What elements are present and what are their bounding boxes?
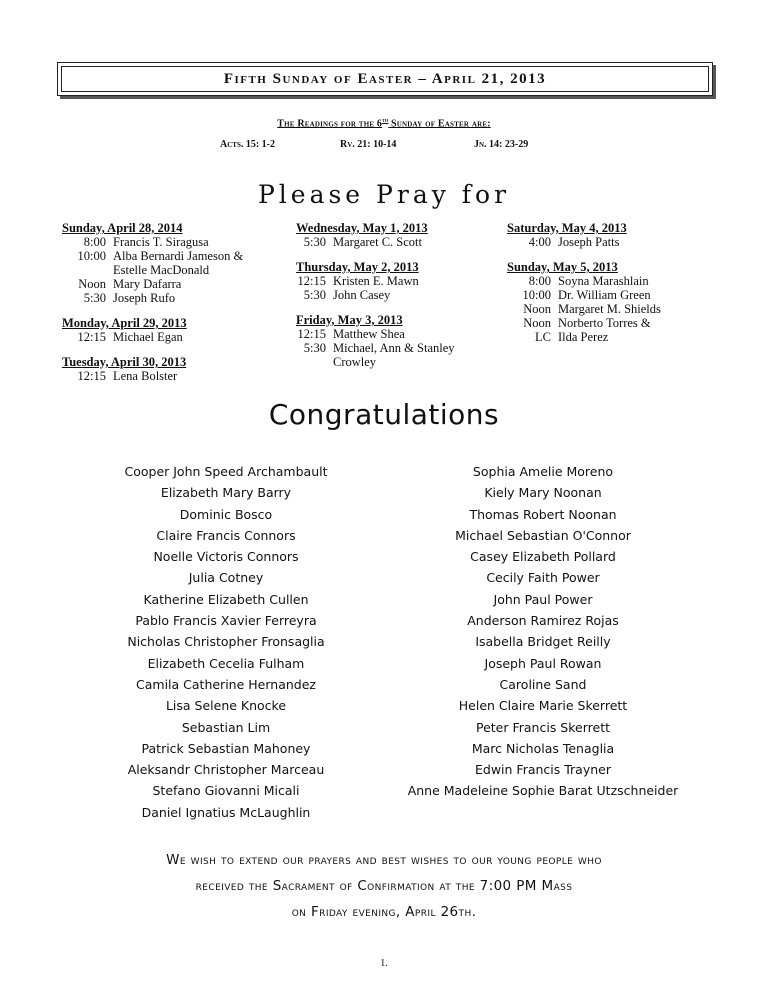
mass-day-heading: Sunday, May 5, 2013	[507, 260, 618, 274]
intention-names	[558, 316, 651, 344]
readings-heading-post: Sunday of Easter are:	[388, 118, 491, 130]
intention-names	[558, 288, 651, 302]
closing-line-3: on Friday evening, April 26th.	[291, 904, 477, 920]
confirmand-name: Michael Sebastian O'Connor	[455, 527, 631, 543]
intention-name-line: Margaret M. Shields	[558, 302, 661, 316]
mass-intention	[296, 341, 455, 369]
confirmand-name: Nicholas Christopher Fronsaglia	[127, 634, 325, 650]
closing-line-1: We wish to extend our prayers and best wishes to our young people who	[166, 852, 602, 868]
intention-names	[333, 341, 455, 369]
mass-intention	[296, 327, 455, 341]
mass-intention	[507, 288, 661, 302]
mass-day-heading: Tuesday, April 30, 2013	[62, 355, 187, 369]
intention-names	[113, 291, 175, 305]
mass-time: 5:30	[303, 235, 326, 249]
mass-day-heading: Friday, May 3, 2013	[296, 313, 403, 327]
reading-revelation: Rv. 21: 10-14	[340, 139, 397, 150]
intention-names	[558, 302, 661, 316]
intention-name-line: Ilda Perez	[558, 330, 609, 344]
mass-intention	[62, 330, 243, 344]
intention-name-line: Francis T. Siragusa	[113, 235, 209, 249]
mass-intention	[62, 235, 243, 249]
readings-heading-pre: The Readings for the 6	[277, 118, 383, 130]
confirmand-name: Cecily Faith Power	[486, 570, 600, 586]
confirmand-name: Sebastian Lim	[181, 719, 271, 735]
mass-time: 8:00	[83, 235, 106, 249]
mass-day-heading: Wednesday, May 1, 2013	[296, 221, 428, 235]
intention-name-line: Michael, Ann & Stanley	[333, 341, 455, 355]
confirmand-name: Caroline Sand	[499, 676, 587, 692]
mass-intention	[507, 302, 661, 316]
intention-name-line: Michael Egan	[113, 330, 183, 344]
confirmand-name: Elizabeth Cecelia Fulham	[147, 655, 305, 671]
intention-names	[113, 277, 181, 291]
intention-names	[113, 330, 183, 344]
intention-name-line: Soyna Marashlain	[558, 274, 649, 288]
mass-intention	[507, 274, 661, 288]
confirmand-name: Peter Francis Skerrett	[475, 719, 610, 735]
confirmand-name: Katherine Elizabeth Cullen	[143, 591, 309, 607]
reading-john: Jn. 14: 23-29	[474, 139, 529, 150]
confirmand-name: Elizabeth Mary Barry	[160, 485, 292, 501]
mass-intention	[62, 277, 243, 291]
confirmand-name: Anderson Ramirez Rojas	[467, 613, 619, 629]
confirmand-name: Sophia Amelie Moreno	[472, 464, 614, 479]
intention-names	[333, 327, 405, 341]
intention-names	[333, 288, 390, 302]
congratulations-title: Congratulations	[268, 398, 500, 431]
intention-name-line: Norberto Torres &	[558, 316, 651, 330]
confirmation-names-right	[398, 461, 688, 802]
intention-name-line: John Casey	[333, 288, 391, 302]
mass-intention	[507, 235, 661, 249]
confirmand-name: Helen Claire Marie Skerrett	[458, 698, 628, 714]
pray-column-2	[296, 221, 455, 369]
pray-column-3	[507, 221, 661, 344]
mass-intention	[62, 291, 243, 305]
confirmand-name: Cooper John Speed Archambault	[124, 464, 328, 479]
intention-name-line: Matthew Shea	[333, 327, 405, 341]
mass-intention	[62, 369, 243, 383]
mass-intention	[296, 288, 455, 302]
mass-time: 5:30	[303, 341, 326, 355]
mass-time: Noon	[78, 277, 106, 291]
mass-intention	[296, 274, 455, 288]
mass-time: Noon LC	[523, 316, 551, 344]
pray-column-1	[62, 221, 243, 383]
mass-time: Noon	[523, 302, 551, 316]
mass-intention	[62, 249, 243, 277]
confirmand-name: Aleksandr Christopher Marceau	[127, 762, 325, 778]
pray-title: Please Pray for	[257, 180, 511, 209]
intention-names	[333, 235, 422, 249]
confirmand-name: Claire Francis Connors	[156, 527, 296, 543]
confirmand-name: Edwin Francis Trayner	[474, 762, 611, 778]
intention-names	[113, 235, 209, 249]
intention-name-line: Alba Bernardi Jameson &	[113, 249, 244, 263]
mass-time: 4:00	[528, 235, 551, 249]
intention-names	[113, 249, 243, 277]
intention-names	[333, 274, 419, 288]
mass-time: 8:00	[528, 274, 551, 288]
reading-acts: Acts. 15: 1-2	[220, 139, 275, 150]
confirmand-name: Camila Catherine Hernandez	[136, 676, 316, 692]
closing-message	[0, 847, 768, 925]
confirmand-name: Isabella Bridget Reilly	[475, 634, 611, 650]
confirmand-name: Kiely Mary Noonan	[484, 485, 602, 501]
intention-name-line: Dr. William Green	[558, 288, 651, 302]
confirmand-name: Pablo Francis Xavier Ferreyra	[135, 613, 317, 629]
intention-name-line: Joseph Patts	[558, 235, 620, 249]
mass-day-heading: Saturday, May 4, 2013	[507, 221, 627, 235]
mass-time: 5:30	[83, 291, 106, 305]
intention-name-line: Joseph Rufo	[113, 291, 176, 305]
confirmand-name: Daniel Ignatius McLaughlin	[141, 804, 311, 820]
mass-day-heading: Monday, April 29, 2013	[62, 316, 187, 330]
confirmand-name: Marc Nicholas Tenaglia	[471, 740, 615, 756]
intention-name-line: Margaret C. Scott	[333, 235, 422, 249]
confirmand-name: Dominic Bosco	[179, 506, 273, 522]
confirmand-name: Noelle Victoris Connors	[153, 549, 299, 565]
mass-intention	[507, 316, 661, 344]
confirmand-name: Anne Madeleine Sophie Barat Utzschneider	[407, 783, 679, 799]
mass-intention	[296, 235, 455, 249]
confirmand-name: Julia Cotney	[188, 570, 264, 586]
confirmand-name: Lisa Selene Knocke	[165, 698, 287, 714]
mass-time: 12:15	[297, 274, 326, 288]
confirmand-name: Patrick Sebastian Mahoney	[141, 740, 311, 756]
mass-time: 12:15	[297, 327, 326, 341]
intention-name-line: Kristen E. Mawn	[333, 274, 419, 288]
mass-day-heading: Sunday, April 28, 2014	[62, 221, 183, 235]
confirmation-names-left	[100, 461, 352, 823]
mass-time: 12:15	[77, 369, 106, 383]
mass-time: 12:15	[77, 330, 106, 344]
page-title: Fifth Sunday of Easter – April 21, 2013	[223, 70, 547, 87]
intention-name-line: Estelle MacDonald	[113, 263, 210, 277]
intention-names	[558, 235, 619, 249]
readings-heading	[0, 118, 768, 129]
page-number: 1.	[380, 958, 388, 969]
confirmand-name: Stefano Giovanni Micali	[152, 783, 300, 799]
closing-line-2: received the Sacrament of Confirmation at the 7:00 PM Mass	[195, 878, 573, 894]
intention-name-line: Lena Bolster	[113, 369, 178, 383]
confirmand-name: John Paul Power	[493, 591, 593, 607]
mass-day-heading: Thursday, May 2, 2013	[296, 260, 419, 274]
readings-heading-sup: th	[382, 118, 389, 124]
mass-time: 10:00	[522, 288, 551, 302]
intention-names	[113, 369, 177, 383]
confirmand-name: Joseph Paul Rowan	[484, 655, 602, 671]
intention-name-line: Mary Dafarra	[113, 277, 182, 291]
mass-time: 5:30	[303, 288, 326, 302]
intention-names	[558, 274, 649, 288]
mass-time: 10:00	[77, 249, 106, 263]
confirmand-name: Thomas Robert Noonan	[469, 506, 617, 522]
confirmand-name: Casey Elizabeth Pollard	[470, 549, 616, 565]
page-title-box	[57, 62, 713, 96]
intention-name-line: Crowley	[333, 355, 377, 369]
